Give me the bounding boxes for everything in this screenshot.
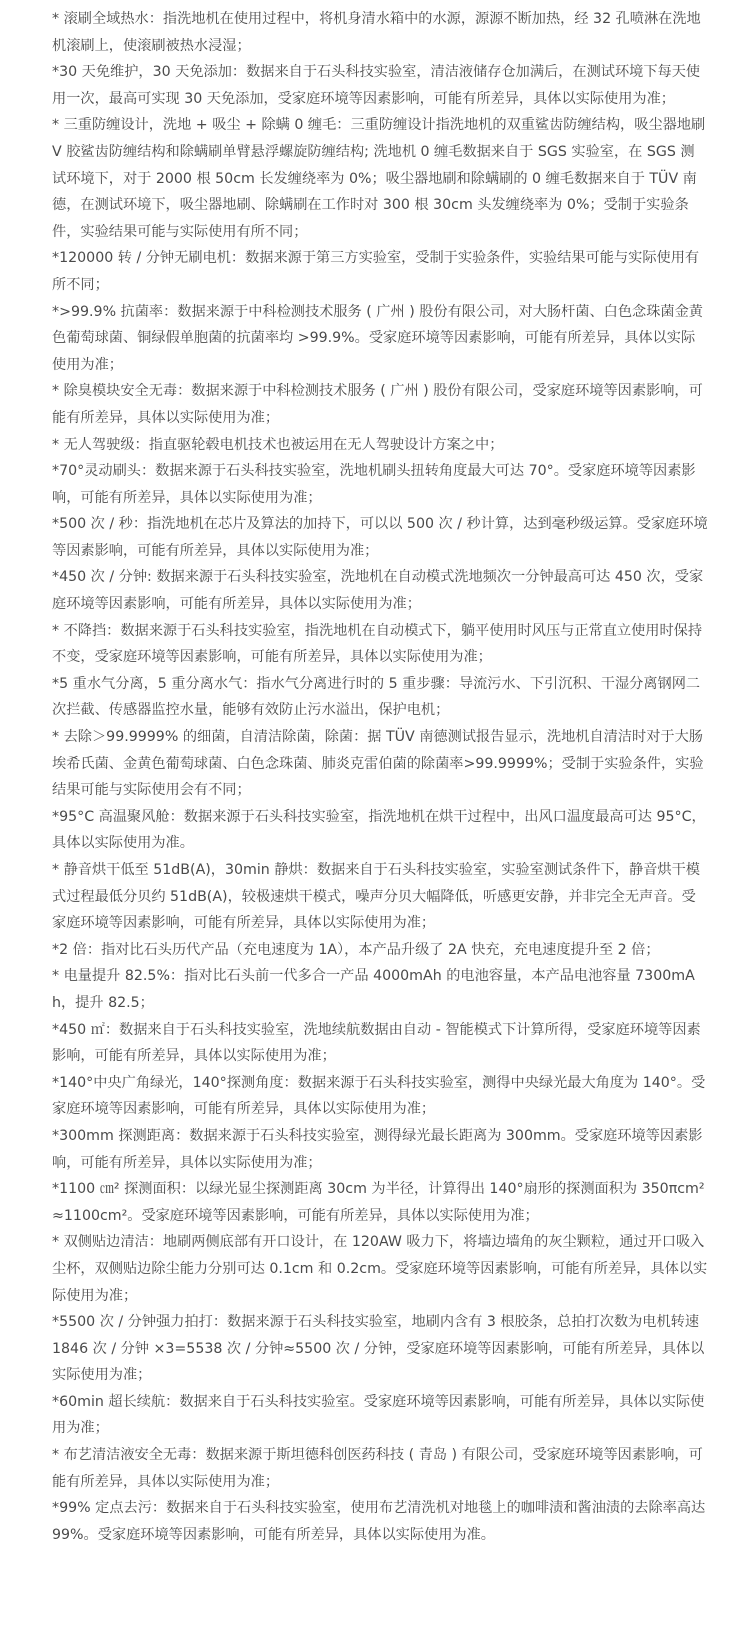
- note-fabric-cleaner-safe: * 布艺清洁液安全无毒：数据来源于斯坦德科创医药科技 ( 青岛 ) 有限公司，受家庭环境等因素影响，可能有所差异，具体以实际使用为准；: [52, 1447, 703, 1490]
- note-70-degree-head: *70°灵动刷头：数据来源于石头科技实验室，洗地机刷头扭转角度最大可达 70°。受家庭环境等因素影响，可能有所差异，具体以实际使用为准；: [52, 463, 696, 506]
- note-edge-cleaning: * 双侧贴边清洁：地刷两侧底部有开口设计，在 120AW 吸力下，将墙边墙角的灰尘颗粒，通过开口吸入尘杯，双侧贴边除尘能力分别可达 0.1cm 和 0.2cm。受家庭环境等因素影响，可能有所差异，具体以实际使用为准；: [52, 1234, 708, 1304]
- note-hot-water-roller: * 滚刷全域热水：指洗地机在使用过程中，将机身清水箱中的水源，源源不断加热，经 32 孔喷淋在洗地机滚刷上，使滚刷被热水浸湿；: [52, 11, 701, 54]
- note-silent-drying: * 静音烘干低至 51dB(A)，30min 静烘：数据来自于石头科技实验室，实验室测试条件下，静音烘干模式过程最低分贝约 51dB(A)，较极速烘干模式，噪声分贝大幅降低，听感更安静，并非完全无声音。受家庭环境等因素影响，可能有所差异，具体以实际使用为准；: [52, 862, 700, 932]
- note-bacteria-removal: * 去除＞99.9999% 的细菌，自清洁除菌，除菌：据 TÜV 南德测试报告显示，洗地机自清洁时对于大肠埃希氏菌、金黄色葡萄球菌、白色念珠菌、肺炎克雷伯菌的除菌率>99.9999%；受制于实验条件，实验结果可能与实际使用会有不同；: [52, 729, 704, 799]
- note-no-downshift: * 不降挡：数据来源于石头科技实验室，指洗地机在自动模式下，躺平使用时风压与正常直立使用时保持不变，受家庭环境等因素影响，可能有所差异，具体以实际使用为准；: [52, 622, 703, 666]
- note-triple-anti-tangle: * 三重防缠设计，洗地 + 吸尘 + 除螨 0 缠毛：三重防缠设计指洗地机的双重鲨齿防缠结构，吸尘器地刷 V 胶鲨齿防缠结构和除螨刷单臂悬浮螺旋防缠结构; 洗地机 0 缠毛数据来自于 SGS 实验室，在 SGS 测试环境下，对于 2000 根 50cm 长发缠绕率为 0%；吸尘器地刷和除螨刷的 0 缠毛数据来自于 TÜV 南德，在测试环境下，吸尘器地刷、除螨刷在工作时对 300 根 30cm 头发缠绕率为 0%；受制于实验条件，实验结果可能与实际使用有所不同；: [52, 117, 706, 240]
- note-deodorant-module: * 除臭模块安全无毒：数据来源于中科检测技术服务 ( 广州 ) 股份有限公司，受家庭环境等因素影响，可能有所差异，具体以实际使用为准；: [52, 383, 703, 426]
- note-140-degree-green-light: *140°中央广角绿光，140°探测角度：数据来源于石头科技实验室，测得中央绿光最大角度为 140°。受家庭环境等因素影响，可能有所差异，具体以实际使用为准；: [52, 1074, 706, 1118]
- note-battery-increase: * 电量提升 82.5%：指对比石头前一代多合一产品 4000mAh 的电池容量，本产品电池容量 7300mAh，提升 82.5；: [52, 968, 695, 1011]
- note-autonomous-grade: * 无人驾驶级：指直驱轮毂电机技术也被运用在无人驾驶设计方案之中；: [52, 436, 504, 453]
- note-95c-hot-air: *95°C 高温聚风舱：数据来源于石头科技实验室，指洗地机在烘干过程中，出风口温度最高可达 95°C，具体以实际使用为准。: [52, 808, 706, 852]
- note-water-air-separation: *5 重水气分离，5 重分离水气：指水气分离进行时的 5 重步骤：导流污水、下引沉积、干湿分离钢网二次拦截、传感器监控水量，能够有效防止污水溢出，保护电机；: [52, 675, 701, 719]
- note-2x-charging: *2 倍：指对比石头历代产品（充电速度为 1A），本产品升级了 2A 快充，充电速度提升至 2 倍；: [52, 941, 660, 958]
- note-1100-detection-area: *1100 ㎝² 探测面积：以绿光显尘探测距离 30cm 为半径，计算得出 140°扇形的探测面积为 350πcm²≈1100cm²。受家庭环境等因素影响，可能有所差异，具体以实际使用为准；: [52, 1181, 705, 1224]
- note-450-per-minute: *450 次 / 分钟: 数据来源于石头科技实验室，洗地机在自动模式洗地频次一分钟最高可达 450 次，受家庭环境等因素影响，可能有所差异，具体以实际使用为准；: [52, 569, 704, 613]
- note-300mm-detection: *300mm 探测距离：数据来源于石头科技实验室，测得绿光最长距离为 300mm。受家庭环境等因素影响，可能有所差异，具体以实际使用为准；: [52, 1127, 703, 1171]
- note-brushless-motor: *120000 转 / 分钟无刷电机：数据来源于第三方实验室，受制于实验条件，实验结果可能与实际使用有所不同；: [52, 250, 700, 293]
- note-60min-runtime: *60min 超长续航：数据来自于石头科技实验室。受家庭环境等因素影响，可能有所差异，具体以实际使用为准；: [52, 1393, 705, 1437]
- note-5500-beating: *5500 次 / 分钟强力拍打：数据来源于石头科技实验室，地刷内含有 3 根胶条，总拍打次数为电机转速 1846 次 / 分钟 ×3=5538 次 / 分钟≈5500 次 / 分钟，受家庭环境等因素影响，可能有所差异，具体以实际使用为准；: [52, 1314, 705, 1384]
- note-antibacterial-rate: *>99.9% 抗菌率：数据来源于中科检测技术服务 ( 广州 ) 股份有限公司，对大肠杆菌、白色念珠菌金黄色葡萄球菌、铜绿假单胞菌的抗菌率均 >99.9%。受家庭环境等因素影响，可能有所差异，具体以实际使用为准；: [52, 303, 703, 373]
- note-99-spot-cleaning: *99% 定点去污：数据来自于石头科技实验室，使用布艺清洗机对地毯上的咖啡渍和酱油渍的去除率高达 99%。受家庭环境等因素影响，可能有所差异，具体以实际使用为准。: [52, 1500, 706, 1543]
- note-30-day-maintenance-free: *30 天免维护，30 天免添加：数据来自于石头科技实验室，清洁液储存仓加满后，在测试环境下每天使用一次，最高可实现 30 天免添加，受家庭环境等因素影响，可能有所差异，具体以实际使用为准；: [52, 64, 701, 107]
- note-500-per-second: *500 次 / 秒：指洗地机在芯片及算法的加持下，可以以 500 次 / 秒计算，达到毫秒级运算。受家庭环境等因素影响，可能有所差异，具体以实际使用为准；: [52, 516, 708, 559]
- note-450-sqm: *450 ㎡：数据来自于石头科技实验室，洗地续航数据由自动 - 智能模式下计算所得，受家庭环境等因素影响，可能有所差异，具体以实际使用为准；: [52, 1021, 701, 1065]
